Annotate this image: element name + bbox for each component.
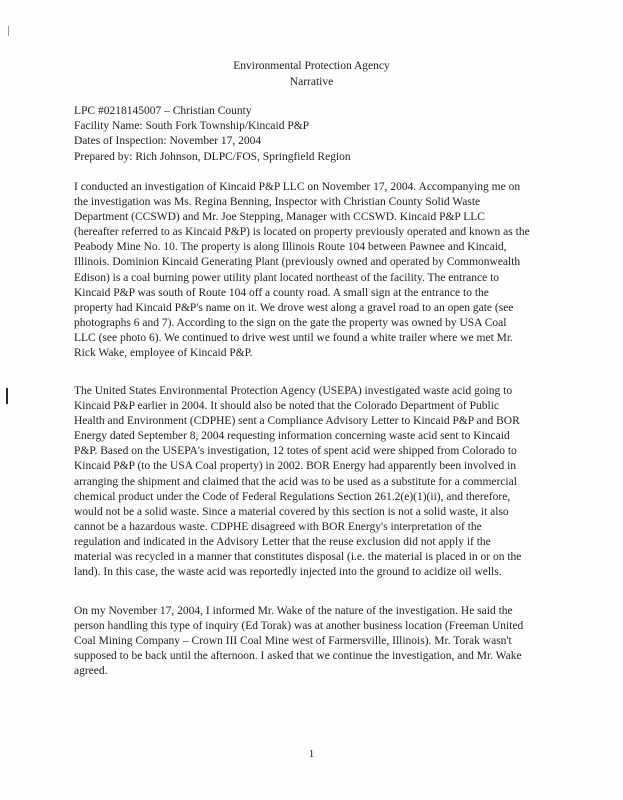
lpc-line: LPC #0218145007 – Christian County	[74, 105, 252, 117]
paragraph-investigation: I conducted an investigation of Kincaid P&P LLC on November 17, 2004. Accompanying me on the investigation was Ms. Regina Benning, Inspector with Christian County Solid Waste Department (CCSWD) and Mr. Joe Stepping, Manager with CCSWD. Kincaid P&P LLC (hereafter referred to as Kincaid P&P) is located on property previously operated and known as the Peabody Mine No. 10. The property is along Illinois Route 104 between Pawnee and Kincaid, Illinois. Dominion Kincaid Generating Plant (previously owned and operated by Commonwealth Edison) is a coal burning power utility plant located northeast of the facility. The entrance to Kincaid P&P was south of Route 104 off a county road. A small sign at the entrance to the property had Kincaid P&P's name on it. We drove west along a gravel road to an open gate (see photographs 6 and 7). According to the sign on the gate the property was owned by USA Coal LLC (see photo 6). We continued to drive west until we found a white trailer where we met Mr. Rick Wake, employee of Kincaid P&P.	[74, 181, 530, 360]
page-number: 1	[308, 748, 315, 760]
facility-name-line: Facility Name: South Fork Township/Kincaid P&P	[74, 120, 310, 133]
prepared-by-line: Prepared by: Rich Johnson, DLPC/FOS, Springfield Region	[74, 150, 351, 163]
margin-mark	[6, 388, 8, 404]
paragraph-contact: On my November 17, 2004, I informed Mr. Wake of the nature of the investigation. He said the person handling this type of inquiry (Ed Torak) was at another business location (Freeman United Coal Mining Company – Crown III Coal Mine west of Farmersville, Illinois). Mr. Torak wasn't supposed to be back until the afternoon. I asked that we continue the investigation, and Mr. Wake agreed.	[74, 605, 524, 678]
document-subtitle: Narrative	[289, 76, 334, 88]
scan-edge-mark	[8, 26, 9, 36]
agency-title: Environmental Protection Agency	[233, 60, 390, 72]
inspection-metadata	[74, 104, 534, 165]
paragraph-usepa: The United States Environmental Protection Agency (USEPA) investigated waste acid going to Kincaid P&P earlier in 2004. It should also be noted that the Colorado Department of Public Health and Environment (CDPHE) sent a Compliance Advisory Letter to Kincaid P&P and BOR Energy dated September 8, 2004 requesting information concerning waste acid sent to Kincaid P&P. Based on the USEPA's investigation, 12 totes of spent acid were shipped from Colorado to Kincaid P&P (to the USA Coal property) in 2002. BOR Energy had apparently been involved in arranging the shipment and claimed that the acid was to be used as a substitute for a commercial chemical product under the Code of Federal Regulations Section 261.2(e)(1)(ii), and therefore, would not be a solid waste. Since a material covered by this section is not a solid waste, it also cannot be a hazardous waste. CDPHE disagreed with BOR Energy's interpretation of the regulation and indicated in the Advisory Letter that the reuse exclusion did not apply if the material was recycled in a manner that constitutes disposal (i.e. the material is placed in or on the land). In this case, the waste acid was reportedly injected into the ground to acidize oil wells.	[74, 385, 522, 579]
inspection-date-line: Dates of Inspection: November 17, 2004	[74, 135, 262, 148]
